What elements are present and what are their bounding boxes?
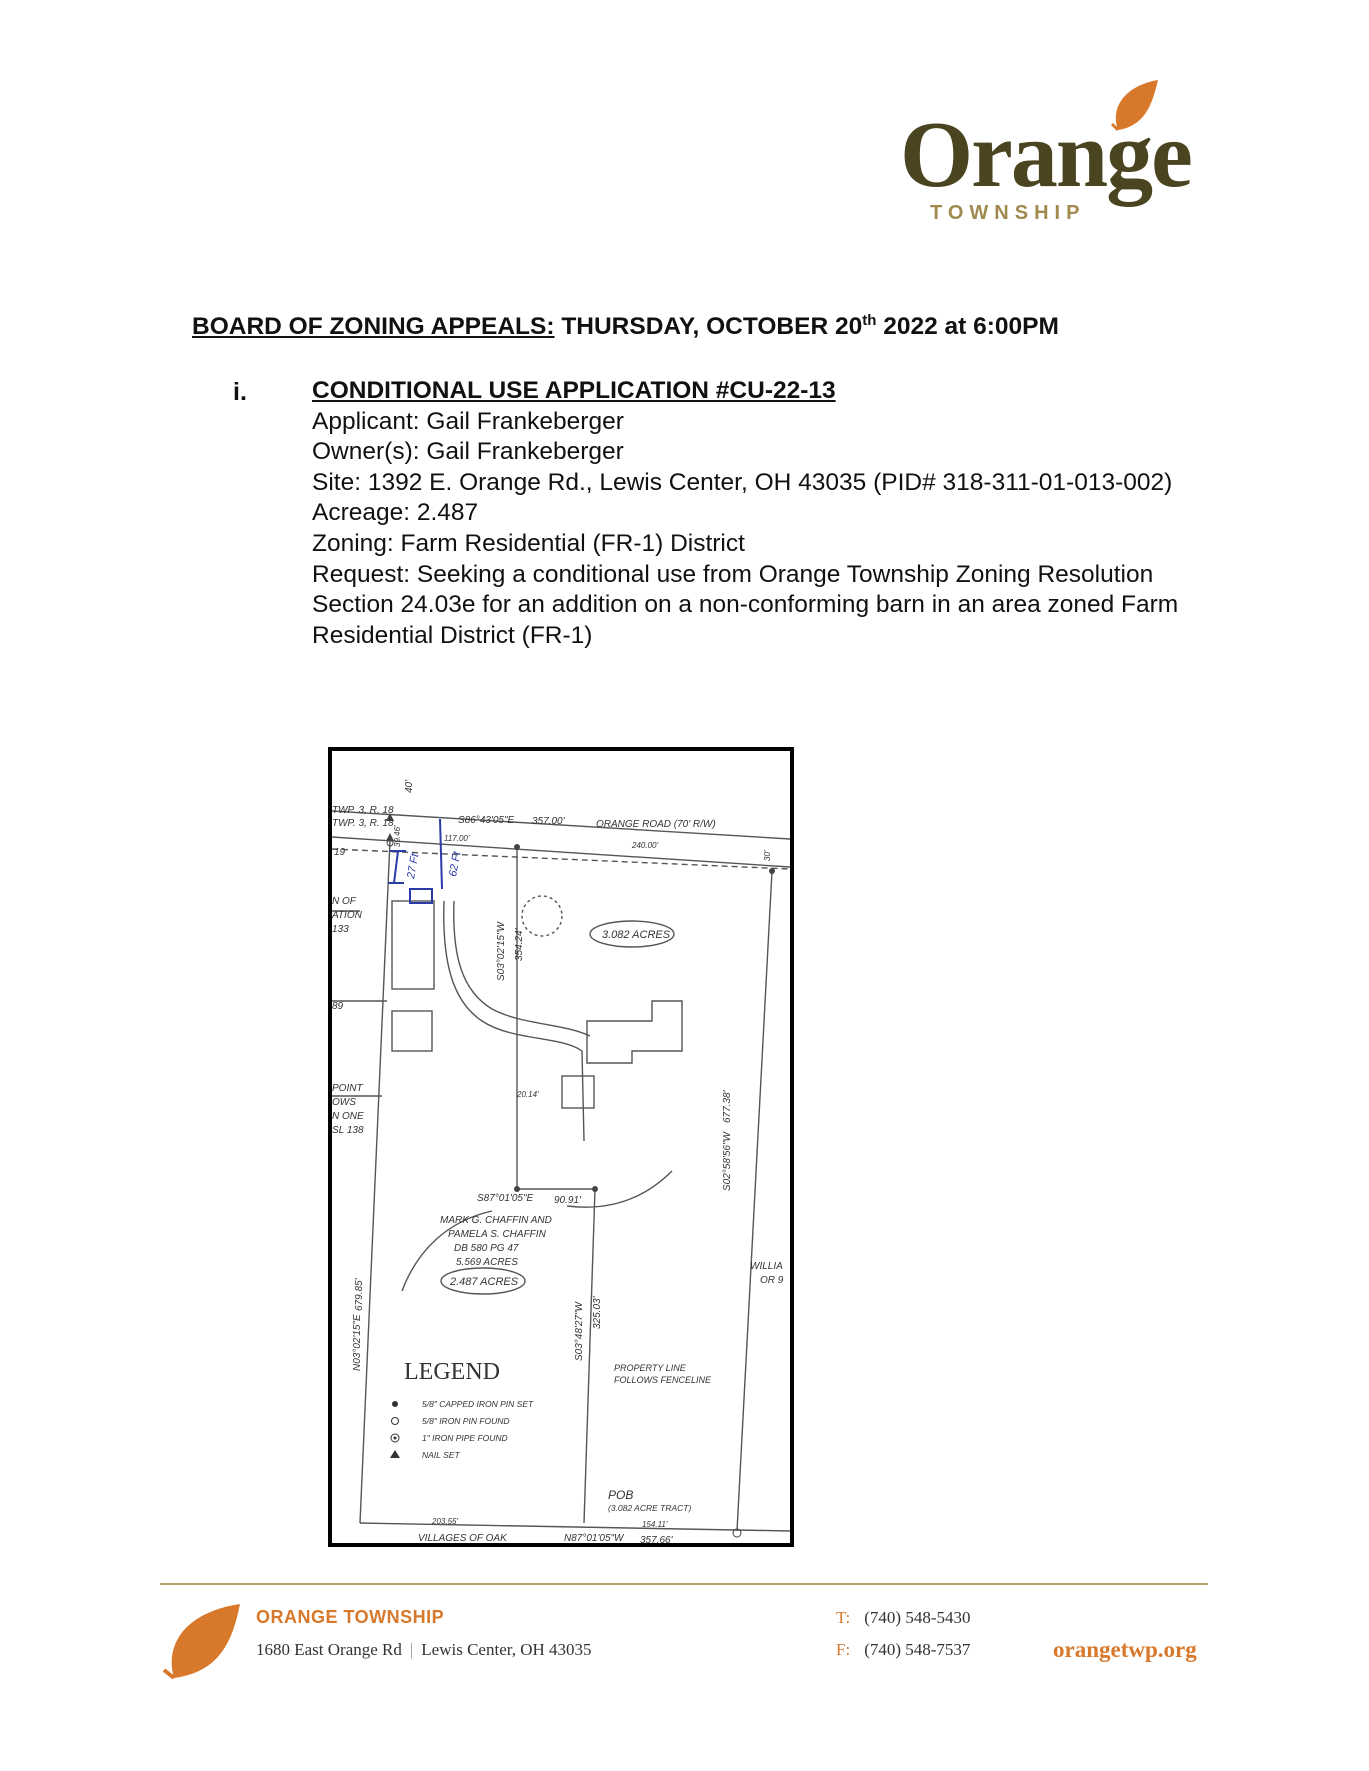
survey-label-left-b: ATION [332,910,362,921]
logo-subtitle: TOWNSHIP [930,202,1086,224]
survey-label-15411: 154.11' [642,1520,668,1529]
survey-label-left-d: POINT [332,1083,363,1094]
footer-divider [160,1583,1208,1585]
survey-legend-title: LEGEND [404,1359,500,1385]
meeting-date: THURSDAY, OCTOBER 20th 2022 at 6:00PM [561,312,1059,341]
survey-label-bearing-right: S02°58'56"W [722,1132,733,1191]
survey-label-left-a: N OF [332,896,356,907]
survey-label-acres-3082: 3.082 ACRES [602,929,671,941]
survey-label-left-c: 133 [332,924,349,935]
survey-hand-62ft: 62 Ft [447,850,464,878]
survey-label-bearing-v2: S03°48'27"W [574,1302,585,1361]
survey-label-bearing-mid: S87°01'05"E [477,1193,534,1204]
survey-label-89: 89 [332,1001,344,1012]
survey-label-dist-right: 677.38' [722,1090,733,1123]
survey-label-dist-mid: 90.91' [554,1195,581,1206]
survey-label-owner1: MARK G. CHAFFIN AND [440,1215,552,1226]
survey-label-willi2: OR 9 [760,1275,784,1286]
survey-legend-3: 1" IRON PIPE FOUND [422,1433,508,1443]
survey-label-dist-v2: 325.03' [592,1296,603,1329]
survey-label-owner4: 5.569 ACRES [456,1257,518,1268]
meeting-heading [192,312,1059,341]
township-logo [900,78,1230,238]
footer-fax: F: (740) 548-7537 [836,1640,971,1659]
survey-label-bearing-top: S86°43'05"E [458,815,515,826]
survey-label-240: 240.00' [632,841,658,850]
survey-label-pob: POB [608,1488,634,1502]
survey-legend-4: NAIL SET [422,1450,460,1460]
survey-label-bearing-left: N03°02'15"E [352,1314,363,1371]
survey-label-prop2: FOLLOWS FENCELINE [614,1375,712,1385]
survey-label-pob-sub: (3.082 ACRE TRACT) [608,1503,692,1513]
footer-org-name: ORANGE TOWNSHIP [256,1607,445,1627]
survey-label-willi1: WILLIA [750,1261,783,1272]
survey-legend-2: 5/8" IRON PIN FOUND [422,1416,510,1426]
agenda-item [312,376,1212,651]
survey-drawing [328,747,794,1547]
survey-label-117: 117.00' [444,834,470,843]
survey-label-villages: VILLAGES OF OAK [418,1533,507,1543]
survey-label-twp2: TWP. 3, R. 18 [332,818,394,829]
survey-label-road: ORANGE ROAD (70' R/W) [596,819,716,830]
survey-label-2014b: 20.14' [517,1090,539,1099]
item-owner: Owner(s): Gail Frankeberger [312,438,624,466]
survey-label-twp1: TWP. 3, R. 18 [332,805,394,816]
survey-hand-27ft: 27 Ft [405,852,422,880]
survey-label-left-g: SL 138 [332,1125,364,1136]
survey-label-20355: 203.55' [432,1517,458,1526]
footer-phone: T: (740) 548-5430 [836,1608,971,1627]
item-applicant: Applicant: Gail Frankeberger [312,407,624,435]
survey-label-left-e: OWS [332,1097,356,1108]
survey-label-owner2: PAMELA S. CHAFFIN [448,1229,546,1240]
footer-address: 1680 East Orange Rd | Lewis Center, OH 43035 [256,1640,592,1659]
survey-label-bearing-v1: S03°02'15"W [496,922,507,981]
footer-website-link[interactable]: orangetwp.org [1053,1637,1197,1662]
survey-label-bearing-bot: N87°01'05"W [564,1533,624,1543]
survey-label-dist-bot: 357.66' [640,1535,673,1543]
survey-label-acres-2487: 2.487 ACRES [450,1276,519,1288]
survey-legend-1: 5/8" CAPPED IRON PIN SET [422,1399,534,1409]
survey-label-left-f: N ONE [332,1111,364,1122]
item-title: CONDITIONAL USE APPLICATION #CU-22-13 [312,377,836,404]
survey-plat-svg [332,751,790,1543]
survey-label-40: 40' [404,779,415,793]
survey-label-dist-top: 357.00' [532,816,565,827]
survey-label-dist-v1: 354.24' [514,928,525,961]
item-acreage: Acreage: 2.487 [312,499,479,527]
item-zoning: Zoning: Farm Residential (FR-1) District [312,529,745,557]
survey-label-19: 19 [334,847,346,858]
survey-label-3946: 39.46' [393,825,402,847]
survey-label-prop1: PROPERTY LINE [614,1363,686,1373]
survey-label-owner3: DB 580 PG 47 [454,1243,519,1254]
logo-wordmark: Orange [900,103,1191,207]
survey-label-dist-left: 679.85' [354,1278,365,1311]
item-number: i. [233,378,247,406]
item-site: Site: 1392 E. Orange Rd., Lewis Center, OH 43035 (PID# 318-311-01-013-002) [312,468,1173,496]
footer-leaf-icon [160,1600,242,1682]
survey-label-30: 30' [763,850,772,861]
item-request: Request: Seeking a conditional use from Orange Township Zoning Resolution Section 24.03e for an addition on a non-conforming barn in an area zoned Farm Residential District (FR-1) [312,560,1179,649]
meeting-board-label: BOARD OF ZONING APPEALS: [192,313,555,341]
